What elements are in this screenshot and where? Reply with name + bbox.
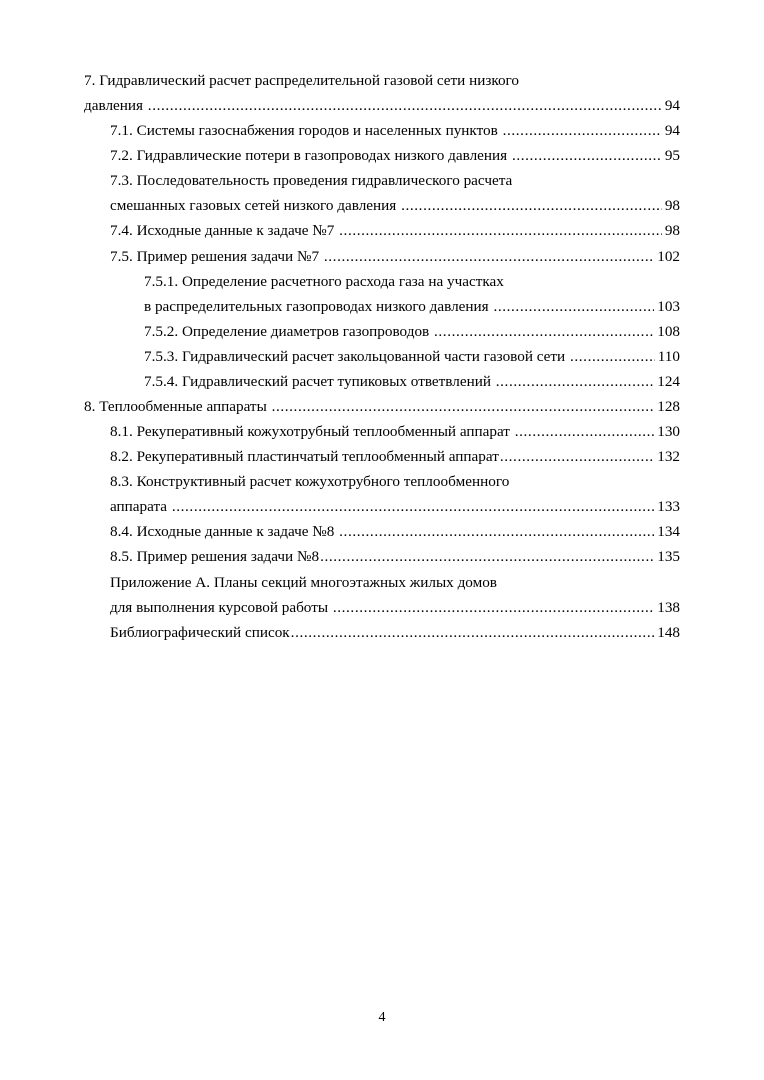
toc-entry-page: 133 bbox=[657, 498, 680, 516]
toc-entry-page: 135 bbox=[657, 548, 680, 566]
toc-entry-title: 8.1. Рекуперативный кожухотрубный теплообменный аппарат bbox=[110, 423, 514, 441]
toc-entry-title: для выполнения курсовой работы bbox=[110, 598, 332, 616]
toc-entry-title: 7.1. Системы газоснабжения городов и населенных пунктов bbox=[110, 122, 502, 140]
toc-entry[interactable] bbox=[84, 394, 680, 419]
page-number: 4 bbox=[378, 1010, 386, 1025]
toc-entry-title: аппарата bbox=[110, 498, 171, 516]
toc-entry-line: 8.3. Конструктивный расчет кожухотрубного теплообменного bbox=[110, 473, 510, 491]
toc-leader-dots bbox=[272, 394, 655, 419]
toc-entry-page: 138 bbox=[657, 598, 680, 616]
toc-entry[interactable] bbox=[144, 369, 680, 394]
toc-entry[interactable] bbox=[144, 319, 680, 344]
toc-entry-title: 7.4. Исходные данные к задаче №7 bbox=[110, 222, 339, 240]
toc-entry-page: 98 bbox=[664, 222, 680, 240]
toc-entry[interactable] bbox=[110, 419, 680, 444]
toc-leader-dots bbox=[291, 620, 655, 645]
toc-entry-title: 7.2. Гидравлические потери в газопроводах низкого давления bbox=[110, 147, 511, 165]
toc-leader-dots bbox=[503, 118, 662, 143]
toc-entry-title: 8.2. Рекуперативный пластинчатый теплообменный аппарат bbox=[110, 448, 499, 466]
toc-leader-dots bbox=[496, 369, 654, 394]
toc-entry[interactable] bbox=[110, 193, 680, 218]
toc-entry-page: 124 bbox=[657, 372, 680, 390]
toc-leader-dots bbox=[172, 494, 654, 519]
toc-entry-page: 94 bbox=[664, 97, 680, 115]
toc-entry[interactable] bbox=[110, 595, 680, 620]
toc-leader-dots bbox=[512, 143, 662, 168]
toc-entry-page: 130 bbox=[657, 423, 680, 441]
toc-entry-title: 8. Теплообменные аппараты bbox=[84, 398, 271, 416]
toc-entry-line: 7. Гидравлический расчет распределительной газовой сети низкого bbox=[84, 72, 520, 89]
toc-entry-page: 128 bbox=[657, 398, 680, 416]
toc-entry[interactable] bbox=[110, 519, 680, 544]
toc-leader-dots bbox=[515, 419, 654, 444]
toc-entry-page: 95 bbox=[664, 147, 680, 165]
toc-entry-title: смешанных газовых сетей низкого давления bbox=[110, 197, 401, 215]
toc-entry-line: 7.5.1. Определение расчетного расхода газа на участках bbox=[144, 272, 504, 290]
toc-entry[interactable] bbox=[144, 344, 680, 369]
toc-leader-dots bbox=[401, 193, 662, 218]
toc-leader-dots bbox=[333, 595, 654, 620]
toc-entry[interactable] bbox=[110, 118, 680, 143]
toc-leader-dots bbox=[148, 93, 662, 118]
toc-entry-page: 94 bbox=[664, 122, 680, 140]
toc-entry[interactable] bbox=[144, 294, 680, 319]
toc-leader-dots bbox=[320, 544, 654, 569]
toc-entry-title: 7.5.4. Гидравлический расчет тупиковых ответвлений bbox=[144, 372, 495, 390]
toc-entry-page: 102 bbox=[657, 247, 680, 265]
toc-leader-dots bbox=[339, 218, 662, 243]
toc-leader-dots bbox=[500, 444, 654, 469]
toc-entry[interactable] bbox=[110, 494, 680, 519]
toc-leader-dots bbox=[570, 344, 655, 369]
toc-entry-title: 8.5. Пример решения задачи №8 bbox=[110, 548, 320, 566]
toc-entry-title: в распределительных газопроводах низкого давления bbox=[144, 297, 493, 315]
toc-entry-page: 132 bbox=[657, 448, 680, 466]
toc-entry[interactable] bbox=[84, 93, 680, 118]
toc-entry-page: 108 bbox=[657, 322, 680, 340]
toc-entry-title: 7.5.3. Гидравлический расчет закольцованной части газовой сети bbox=[144, 347, 569, 365]
table-of-contents bbox=[84, 68, 680, 645]
toc-entry-page: 103 bbox=[657, 297, 680, 315]
toc-entry-line: Приложение А. Планы секций многоэтажных жилых домов bbox=[110, 573, 497, 591]
toc-entry-title: Библиографический список bbox=[110, 623, 290, 641]
toc-entry[interactable] bbox=[110, 444, 680, 469]
toc-entry[interactable] bbox=[110, 544, 680, 569]
toc-entry-page: 110 bbox=[657, 347, 680, 365]
toc-entry-title: 8.4. Исходные данные к задаче №8 bbox=[110, 523, 339, 541]
toc-entry-title: давления bbox=[84, 97, 147, 115]
toc-leader-dots bbox=[324, 244, 654, 269]
toc-entry-page: 148 bbox=[657, 623, 680, 641]
toc-entry[interactable] bbox=[110, 244, 680, 269]
toc-entry-title: 7.5.2. Определение диаметров газопроводов bbox=[144, 322, 434, 340]
toc-entry[interactable] bbox=[110, 143, 680, 168]
toc-entry[interactable] bbox=[110, 620, 680, 645]
toc-entry-title: 7.5. Пример решения задачи №7 bbox=[110, 247, 323, 265]
toc-leader-dots bbox=[493, 294, 654, 319]
toc-entry-line: 7.3. Последовательность проведения гидравлического расчета bbox=[110, 172, 513, 190]
toc-leader-dots bbox=[434, 319, 654, 344]
toc-entry-page: 98 bbox=[664, 197, 680, 215]
toc-entry[interactable] bbox=[110, 218, 680, 243]
toc-entry-page: 134 bbox=[657, 523, 680, 541]
toc-leader-dots bbox=[339, 519, 654, 544]
